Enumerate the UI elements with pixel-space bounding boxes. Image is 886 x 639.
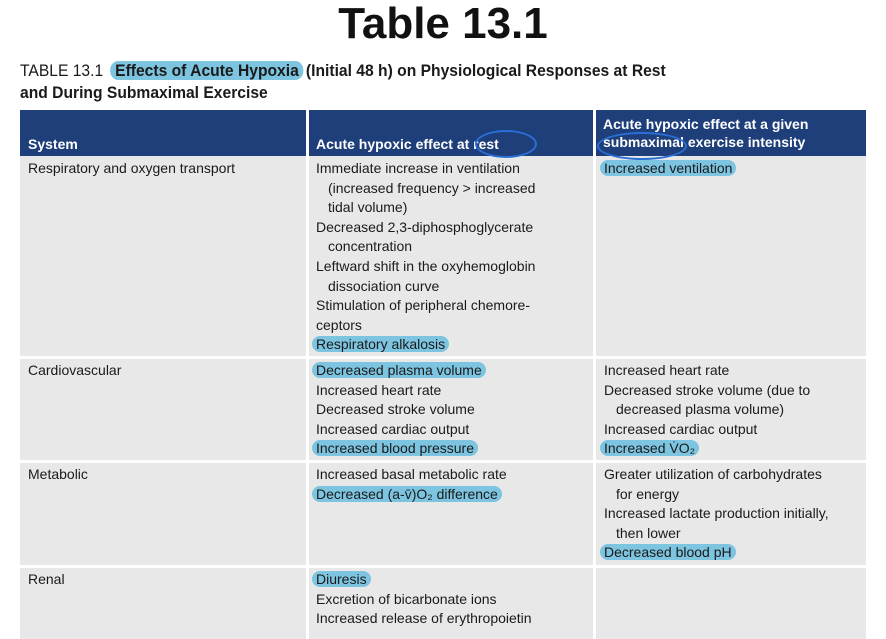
- list-item: Decreased stroke volume: [316, 401, 475, 418]
- list-item: Excretion of bicarbonate ions: [316, 590, 497, 607]
- list-item: Stimulation of peripheral chemore-: [316, 297, 530, 314]
- list-item-highlighted: Increased V̇O₂: [600, 440, 699, 456]
- list-item: Immediate increase in ventilation: [316, 160, 520, 176]
- table-number: TABLE 13.1: [20, 61, 104, 80]
- list-item: Increased basal metabolic rate: [316, 466, 507, 482]
- list-item-highlighted: Diuresis: [312, 571, 371, 587]
- list-item: decreased plasma volume): [616, 401, 785, 418]
- caption-title-rest: (Initial 48 h) on Physiological Responses at Rest: [301, 61, 666, 80]
- physiology-table: [20, 110, 866, 639]
- list-item: dissociation curve: [328, 277, 440, 294]
- list-item: Increased cardiac output: [604, 420, 758, 437]
- column-divider: [593, 110, 596, 639]
- list-item-highlighted: Increased blood pressure: [312, 440, 478, 456]
- list-item: Increased lactate production initially,: [604, 505, 829, 522]
- row-divider: [20, 356, 866, 359]
- header-rest: Acute hypoxic effect at rest: [316, 136, 499, 152]
- header-exercise-line1: Acute hypoxic effect at a given: [603, 116, 809, 132]
- system-metabolic: Metabolic: [28, 466, 88, 482]
- rest-respiratory-cell: [316, 159, 535, 355]
- list-item-highlighted: Respiratory alkalosis: [312, 336, 449, 352]
- header-exercise: [603, 115, 808, 151]
- list-item: concentration: [328, 238, 413, 255]
- list-item: Increased heart rate: [604, 362, 730, 378]
- list-item-highlighted: Decreased blood pH: [600, 544, 736, 560]
- exercise-metabolic-cell: [604, 465, 829, 563]
- list-item: Decreased 2,3-diphosphoglycerate: [316, 218, 534, 235]
- caption-title-highlighted: Effects of Acute Hypoxia: [111, 61, 304, 80]
- exercise-cardiovascular-cell: [604, 361, 810, 459]
- list-item: Increased heart rate: [316, 381, 442, 398]
- column-divider: [306, 110, 309, 639]
- list-item: Increased cardiac output: [316, 420, 470, 437]
- header-system: System: [28, 136, 78, 152]
- list-item-highlighted: Decreased plasma volume: [312, 362, 486, 378]
- list-item-highlighted: Decreased (a-v̄)O₂ difference: [312, 486, 502, 502]
- list-item: for energy: [616, 485, 680, 502]
- list-item: tidal volume): [328, 199, 408, 216]
- system-respiratory: Respiratory and oxygen transport: [28, 160, 235, 176]
- table-caption: [20, 60, 802, 104]
- header-exercise-line2: submaximal exercise intensity: [603, 134, 806, 150]
- list-item: Decreased stroke volume (due to: [604, 381, 811, 398]
- list-item: (increased frequency > increased: [328, 179, 536, 196]
- list-item: Greater utilization of carbohydrates: [604, 466, 822, 482]
- list-item: ceptors: [316, 316, 362, 333]
- rest-cardiovascular-cell: [316, 361, 486, 459]
- list-item: Leftward shift in the oxyhemoglobin: [316, 257, 536, 274]
- row-divider: [20, 565, 866, 568]
- system-renal: Renal: [28, 571, 65, 587]
- row-divider: [20, 460, 866, 463]
- list-item-highlighted: Increased ventilation: [600, 160, 736, 176]
- list-item: then lower: [616, 524, 681, 541]
- caption-title-line2: and During Submaximal Exercise: [20, 83, 268, 102]
- rest-metabolic-cell: [316, 465, 507, 504]
- table-header: [20, 110, 866, 156]
- slide-title: Table 13.1: [338, 0, 548, 48]
- rest-renal-cell: [316, 570, 532, 629]
- system-cardiovascular: Cardiovascular: [28, 362, 122, 378]
- exercise-respiratory-cell: [604, 159, 736, 179]
- list-item: Increased release of erythropoietin: [316, 610, 532, 627]
